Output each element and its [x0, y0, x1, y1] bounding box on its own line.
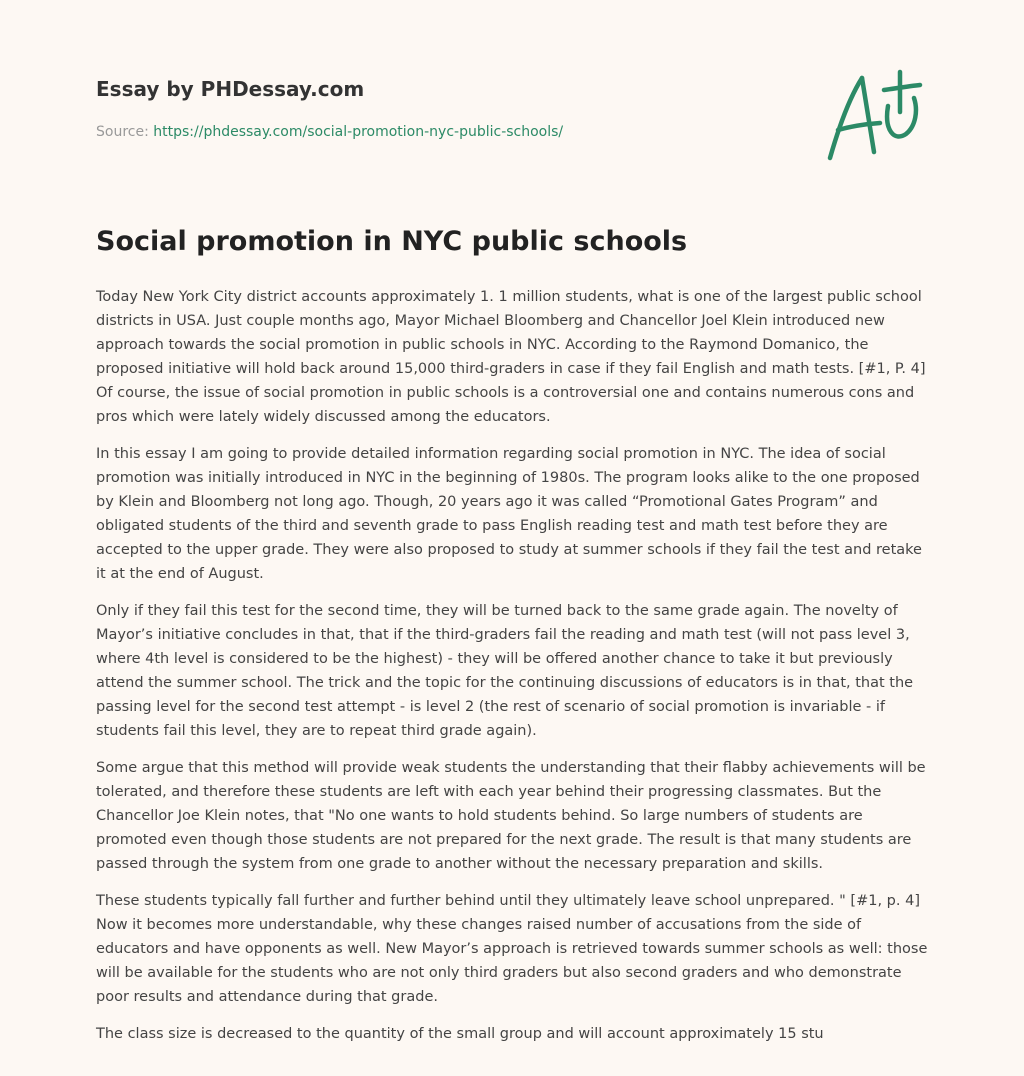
source-label: Source: — [96, 124, 154, 140]
site-title: Essay by PHDessay.com — [96, 77, 365, 101]
essay-paragraph: These students typically fall further and further behind until they ultimately leave school unprepared. " [#1, p. 4] Now it becomes more understandable, why these changes raised number of accusations from the side of educators and have opponents as well. New Mayor’s approach is retrieved towards summer schools as well: those will be available for the students who are not only third graders but also second graders and who demonstrate poor results and attendance during that grade. — [96, 893, 928, 1005]
source-line — [96, 124, 563, 140]
essay-title: Social promotion in NYC public schools — [96, 226, 688, 257]
a-plus-logo-icon — [822, 68, 926, 164]
essay-paragraph: In this essay I am going to provide detailed information regarding social promotion in NYC. The idea of social promotion was initially introduced in NYC in the beginning of 1980s. The program looks alike to the one proposed by Klein and Bloomberg not long ago. Though, 20 years ago it was called “Promotional Gates Program” and obligated students of the third and seventh grade to pass English reading test and math test before they are accepted to the upper grade. They were also proposed to study at summer schools if they fail the test and retake it at the end of August. — [96, 446, 922, 582]
essay-paragraph: Some argue that this method will provide weak students the understanding that their flabby achievements will be tolerated, and therefore these students are left with each year behind their progressing classmates. But the Chancellor Joe Klein notes, that "No one wants to hold students behind. So large numbers of students are promoted even though those students are not prepared for the next grade. The result is that many students are passed through the system from one grade to another without the necessary preparation and skills. — [96, 760, 926, 872]
essay-body — [96, 285, 931, 1059]
essay-paragraph: Only if they fail this test for the second time, they will be turned back to the same grade again. The novelty of Mayor’s initiative concludes in that, that if the third-graders fail the reading and math test (will not pass level 3, where 4th level is considered to be the highest) - they will be offered another chance to take it but previously attend the summer school. The trick and the topic for the continuing discussions of educators is in that, that the passing level for the second test attempt - is level 2 (the rest of scenario of social promotion is invariable - if students fail this level, they are to repeat third grade again). — [96, 603, 914, 739]
essay-paragraph: The class size is decreased to the quantity of the small group and will account approximately 15 stu — [96, 1026, 824, 1042]
essay-paragraph: Today New York City district accounts approximately 1. 1 million students, what is one of the largest public school districts in USA. Just couple months ago, Mayor Michael Bloomberg and Chancellor Joel Klein introduced new approach towards the social promotion in public schools in NYC. According to the Raymond Domanico, the proposed initiative will hold back around 15,000 third-graders in case if they fail English and math tests. [#1, P. 4] Of course, the issue of social promotion in public schools is a controversial one and contains numerous cons and pros which were lately widely discussed among the educators. — [96, 289, 926, 425]
source-link[interactable]: https://phdessay.com/social-promotion-nyc-public-schools/ — [153, 124, 564, 140]
